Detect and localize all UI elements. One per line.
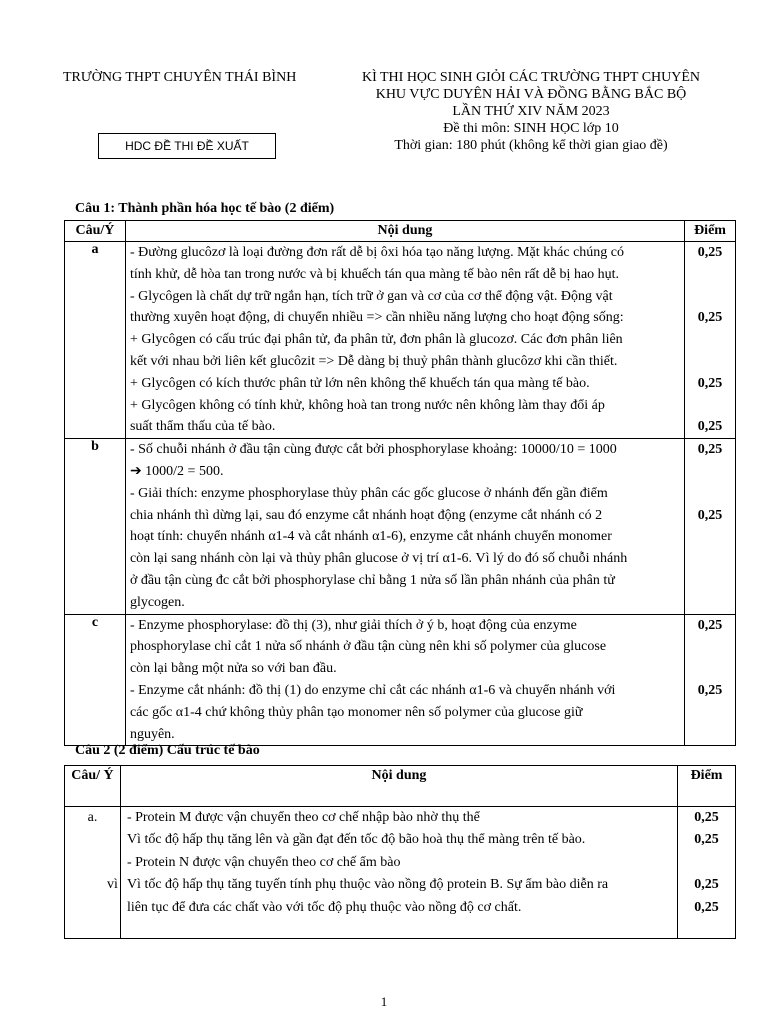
content-line: chia nhánh thì dừng lại, sau đó enzyme cắt nhánh hoạt động (enzyme cắt nhánh có 2 (129, 507, 603, 523)
content-line: + Glycôgen có cấu trúc đại phân tử, đa phân tử, đơn phân là glucozơ. Các đơn phân liên (129, 332, 623, 348)
score-value: 0,25 (697, 507, 723, 523)
exam-line: KÌ THI HỌC SINH GIỎI CÁC TRƯỜNG THPT CHUYÊN (361, 70, 701, 85)
score-value (685, 461, 735, 483)
score-value (685, 395, 735, 417)
content-line: kết với nhau bởi liên kết glucôzit => Dễ dàng bị thuỷ phân thành glucôzơ khi cần thiết. (129, 353, 618, 369)
content-line: thường xuyên hoạt động, di chuyển nhiều => cần nhiều năng lượng cho hoạt động sống: (129, 310, 624, 326)
content-line: - Protein N được vận chuyển theo cơ chế ẩm bào (126, 854, 401, 870)
score-value: 0,25 (694, 877, 719, 893)
exam-line: KHU VỰC DUYÊN HẢI VÀ ĐỒNG BẰNG BẮC BỘ (375, 87, 687, 102)
exam-info (326, 69, 736, 154)
content-line: nguyên. (129, 726, 175, 742)
row-label: a (65, 242, 126, 439)
content-line: - Số chuỗi nhánh ở đầu tận cùng được cắt bởi phosphorylase khoảng: 10000/10 = 1000 (129, 442, 617, 458)
content-line: hoạt tính: chuyển nhánh α1-4 và cắt nhánh α1-6), enzyme cắt nhánh chuyển monomer (129, 529, 612, 545)
score-value: 0,25 (697, 419, 723, 435)
exam-line: Đề thi môn: SINH HỌC lớp 10 (443, 121, 619, 136)
score-value (678, 852, 735, 874)
content-line: - Enzyme cắt nhánh: đồ thị (1) do enzyme chỉ cắt các nhánh α1-6 và chuyển nhánh với (129, 682, 616, 698)
content-line: còn lại bằng một nửa so với ban đầu. (129, 661, 337, 677)
content-line: - Protein M được vận chuyển theo cơ chế nhập bào nhờ thụ thể (126, 810, 480, 825)
table-row (65, 614, 736, 746)
score-value (685, 264, 735, 286)
question-1-table (64, 220, 736, 746)
row-label (65, 807, 121, 939)
table-row (65, 242, 736, 439)
proposal-box: HDC ĐỀ THI ĐỀ XUẤT (98, 133, 276, 159)
score-value: 0,25 (694, 810, 719, 825)
score-value (685, 483, 735, 505)
score-value (685, 658, 735, 680)
score-value: 0,25 (694, 899, 719, 915)
score-value: 0,25 (697, 310, 723, 326)
score-value (685, 286, 735, 308)
content-line: liên tục để đưa các chất vào với tốc độ phụ thuộc vào nồng độ cơ chất. (126, 899, 522, 915)
content-line: - Enzyme phosphorylase: đồ thị (3), như giải thích ở ý b, hoạt động của enzyme (129, 617, 577, 633)
row-scores (685, 242, 736, 439)
row-label-text: a. (87, 810, 98, 825)
content-line: còn lại sang nhánh còn lại và thủy phân glucose ở vị trí α1-6. Vì lý do đó số chuỗi nhánh (129, 551, 628, 567)
content-line: glycogen. (129, 594, 185, 610)
col-header-label: Câu/Ý (65, 221, 126, 242)
stray-text: vì (107, 877, 118, 892)
col-header-score: Điểm (678, 766, 736, 807)
school-name: TRƯỜNG THPT CHUYÊN THÁI BÌNH (63, 70, 297, 85)
score-value: 0,25 (697, 245, 723, 260)
content-line: phosphorylase chỉ cắt 1 nửa số nhánh ở đầu tận cùng nên khi số polymer của glucose (129, 639, 607, 655)
exam-line: Thời gian: 180 phút (không kể thời gian giao đề) (394, 138, 668, 153)
content-line: - Giải thích: enzyme phosphorylase thủy phân các gốc glucose ở nhánh đến gần điểm (129, 485, 608, 501)
question-2-table (64, 765, 736, 939)
content-line: + Glycôgen có kích thước phân tử lớn nên không thể khuếch tán qua màng tế bào. (129, 375, 590, 391)
score-value (685, 636, 735, 658)
content-line: - Đường glucôzơ là loại đường đơn rất dễ bị ôxi hóa tạo năng lượng. Mặt khác chúng có (129, 245, 624, 260)
page-number: 1 (380, 994, 388, 1009)
content-line: Vì tốc độ hấp thụ tăng tuyến tính phụ thuộc vào nồng độ protein B. Sự ẩm bào diễn ra (126, 877, 609, 893)
table-header-row (65, 221, 736, 242)
score-value: 0,25 (697, 617, 723, 633)
row-scores (678, 807, 736, 939)
row-label: b (65, 439, 126, 614)
table-row (65, 439, 736, 614)
row-content (125, 614, 684, 746)
row-label: c (65, 614, 126, 746)
question-1-title: Câu 1: Thành phần hóa học tế bào (2 điểm) (75, 201, 335, 216)
col-header-content: Nội dung (125, 221, 684, 242)
content-line: tính khử, dễ hòa tan trong nước và bị khuếch tán qua màng tế bào nên rất dễ bị hao hụt. (129, 266, 620, 282)
content-line: + Glycôgen không có tính khử, không hoà tan trong nước nên không làm thay đổi áp (129, 397, 605, 413)
score-value: 0,25 (697, 442, 723, 458)
content-line: ở đầu tận cùng đc cắt bởi phosphorylase chỉ bằng 1 nửa số lần phân nhánh của phân tử (129, 572, 615, 588)
content-line: suất thẩm thấu của tế bào. (129, 419, 276, 435)
col-header-score: Điểm (685, 221, 736, 242)
score-value (685, 351, 735, 373)
score-value (685, 329, 735, 351)
col-header-label: Câu/ Ý (65, 766, 121, 807)
row-content (125, 439, 684, 614)
row-scores (685, 614, 736, 746)
score-value: 0,25 (694, 832, 719, 848)
col-header-content: Nội dung (120, 766, 677, 807)
row-content (120, 807, 677, 939)
table-row (65, 807, 736, 939)
score-value: 0,25 (697, 375, 723, 391)
table-header-row (65, 766, 736, 807)
content-line: Vì tốc độ hấp thụ tăng lên và gần đạt đến tốc độ bão hoà thụ thể màng trên tế bào. (126, 832, 586, 848)
exam-line: LẦN THỨ XIV NĂM 2023 (452, 104, 610, 119)
row-content (125, 242, 684, 439)
question-2-title: Câu 2 (2 điểm) Cấu trúc tế bào (75, 743, 260, 758)
content-line: các gốc α1-4 chứ không thủy phân tạo monomer nên số polymer của glucose giữ (129, 704, 583, 720)
score-value: 0,25 (697, 682, 723, 698)
row-scores (685, 439, 736, 614)
content-line: - Glycôgen là chất dự trữ ngắn hạn, tích trữ ở gan và cơ của cơ thể động vật. Động vật (129, 288, 613, 304)
content-line: ➔ 1000/2 = 500. (129, 463, 224, 479)
